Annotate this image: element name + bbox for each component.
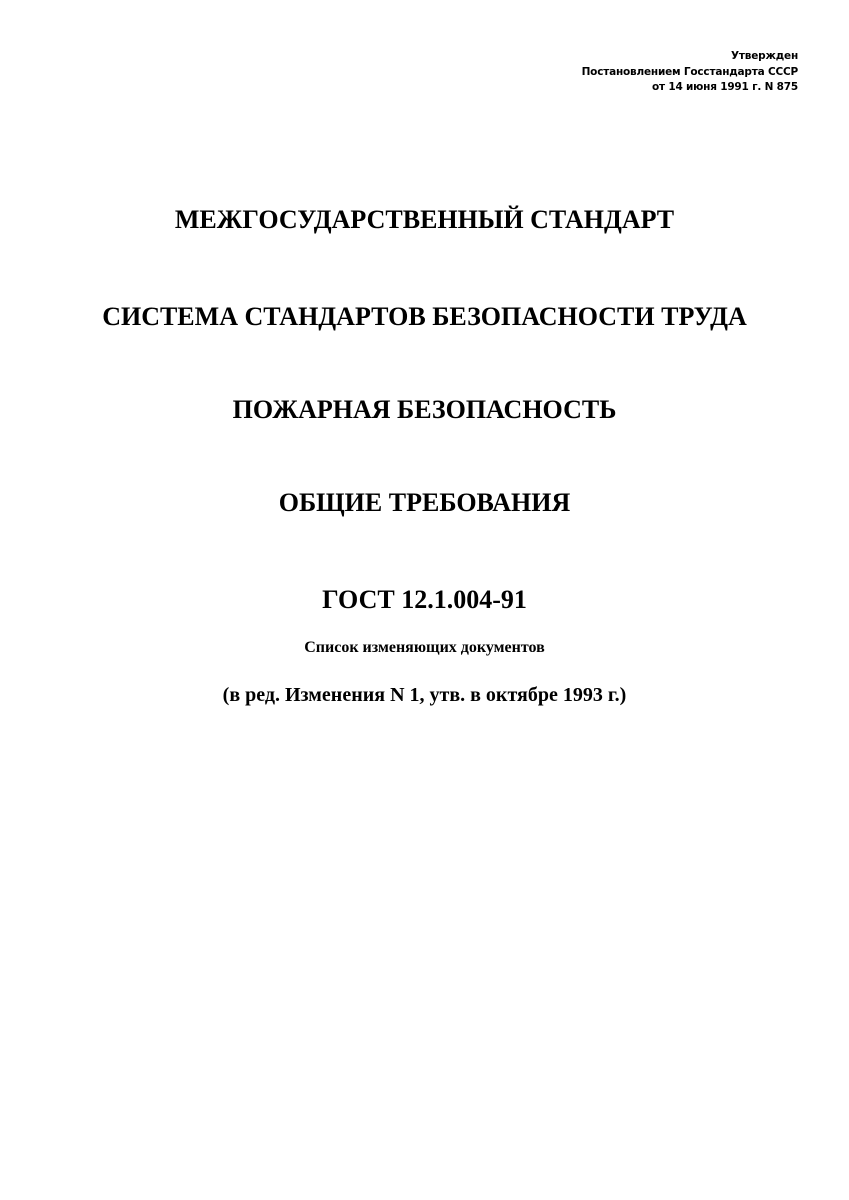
- standard-type-heading: МЕЖГОСУДАРСТВЕННЫЙ СТАНДАРТ: [174, 205, 675, 234]
- changes-list-heading: Список изменяющих документов: [304, 639, 545, 656]
- approval-date: от 14 июня 1991 г. N 875: [651, 81, 798, 93]
- standard-system-heading: СИСТЕМА СТАНДАРТОВ БЕЗОПАСНОСТИ ТРУДА: [102, 302, 747, 331]
- approval-block: [582, 49, 798, 96]
- standard-scope-heading: ОБЩИЕ ТРЕБОВАНИЯ: [278, 488, 571, 517]
- approval-authority: Постановлением Госстандарта СССР: [581, 65, 798, 78]
- standard-subject-heading: ПОЖАРНАЯ БЕЗОПАСНОСТЬ: [232, 395, 617, 424]
- gost-number: ГОСТ 12.1.004-91: [322, 585, 527, 614]
- changes-list-entry: (в ред. Изменения N 1, утв. в октябре 1993 г.): [222, 684, 627, 706]
- approval-status: Утвержден: [731, 50, 798, 62]
